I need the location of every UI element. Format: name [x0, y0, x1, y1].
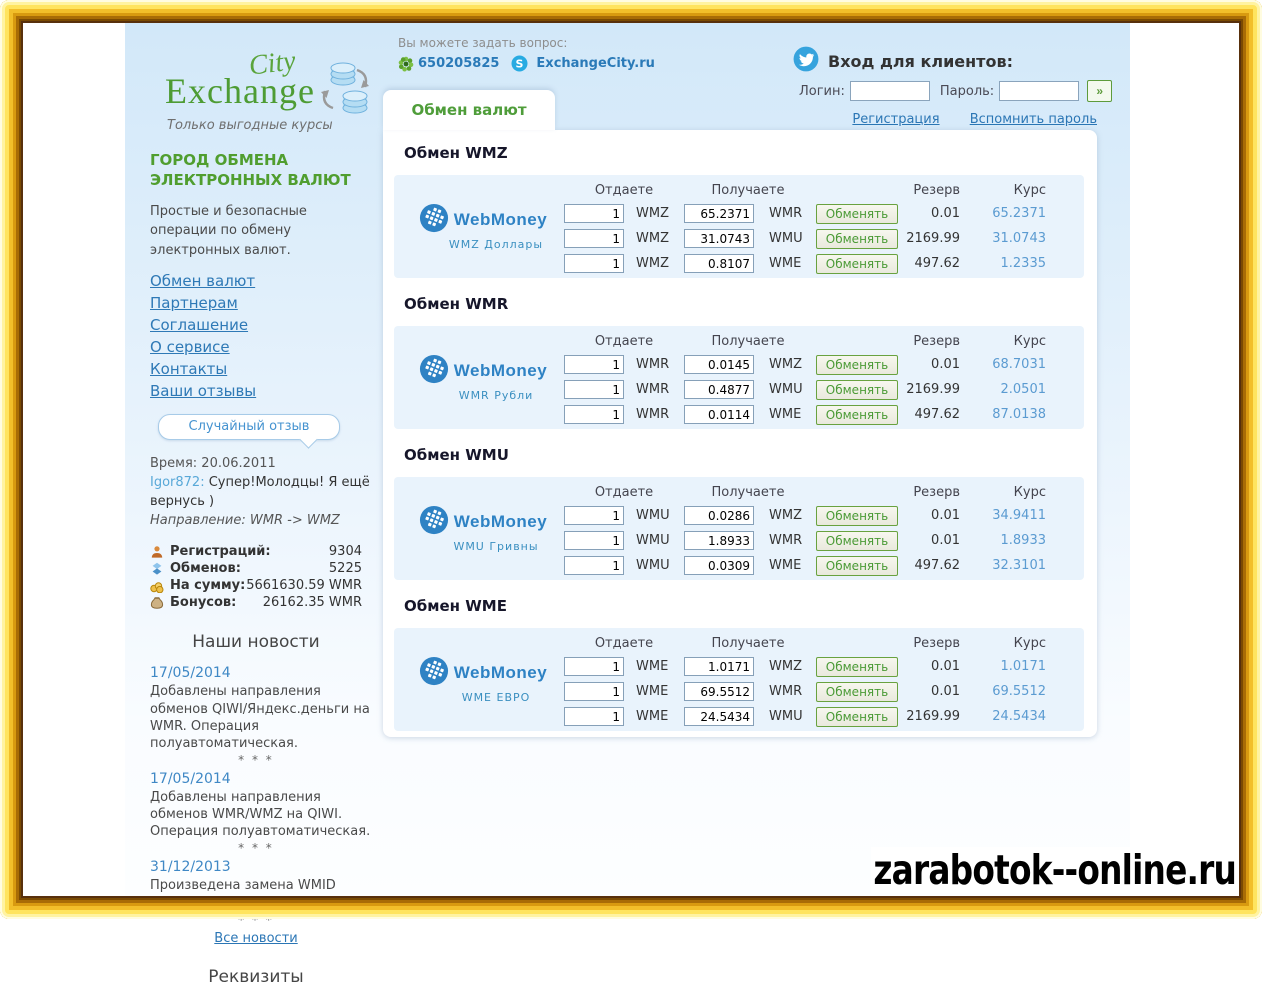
give-amount-input[interactable] [564, 531, 624, 550]
exchange-button[interactable]: Обменять [816, 682, 898, 702]
webmoney-subtitle: WMR Рубли [458, 388, 534, 402]
table-row [564, 226, 1076, 251]
get-currency-label: WMU [769, 709, 803, 724]
page-canvas [125, 22, 1130, 987]
coin-stacks-icon [317, 60, 373, 124]
exchange-table [394, 326, 1084, 429]
logo-exchange-text: Exchange [165, 71, 315, 111]
reserve-value: 497.62 [914, 256, 960, 271]
give-currency-label: WMU [636, 558, 670, 573]
exchange-section [394, 144, 1097, 278]
section-title: Обмен WMZ [404, 144, 508, 162]
rate-value: 65.2371 [992, 206, 1046, 221]
rate-value: 1.2335 [1000, 256, 1046, 271]
column-header-rate: Курс [1013, 182, 1046, 198]
rate-value: 34.9411 [992, 508, 1046, 523]
section-title: Обмен WME [404, 597, 507, 615]
sidebar-title: ГОРОД ОБМЕНА ЭЛЕКТРОННЫХ ВАЛЮТ [150, 151, 351, 190]
column-header-get: Получаете [711, 635, 785, 651]
give-amount-input[interactable] [564, 380, 624, 399]
news-text: Произведена замена WMID сервиса. [150, 878, 336, 911]
news-title: Наши новости [192, 632, 320, 653]
table-row [564, 704, 1076, 729]
column-header-reserve: Резерв [913, 635, 960, 651]
get-currency-label: WMZ [769, 357, 802, 372]
rate-value: 87.0138 [992, 407, 1046, 422]
webmoney-logo [402, 326, 564, 429]
sidebar-nav-link[interactable]: Ваши отзывы [150, 382, 257, 400]
password-input[interactable] [999, 81, 1079, 101]
column-header-give: Отдаете [594, 182, 654, 198]
get-currency-label: WMR [769, 206, 803, 221]
exchange-button[interactable]: Обменять [816, 254, 898, 274]
sidebar-nav-link[interactable]: Обмен валют [150, 272, 256, 290]
exchange-table [394, 628, 1084, 731]
sidebar-nav-link[interactable]: Партнерам [150, 294, 238, 312]
sidebar-nav-link[interactable]: О сервисе [150, 338, 230, 356]
give-amount-input[interactable] [564, 254, 624, 273]
exchange-section [394, 295, 1097, 429]
exchange-section [394, 446, 1097, 580]
exchange-table [394, 175, 1084, 278]
webmoney-circle-icon [419, 354, 449, 388]
get-currency-label: WMU [769, 382, 803, 397]
news-text: Добавлены направления обменов QIWI/Яндекс.деньги на WMR. Операция полуавтоматическая. [150, 684, 370, 751]
rate-value: 24.5434 [992, 709, 1046, 724]
table-row [564, 251, 1076, 276]
give-amount-input[interactable] [564, 506, 624, 525]
give-amount-input[interactable] [564, 707, 624, 726]
table-row [564, 528, 1076, 553]
stats-block [150, 543, 362, 611]
webmoney-subtitle: WMZ Доллары [448, 237, 544, 251]
icq-number-link[interactable]: 650205825 [418, 56, 500, 71]
crystal-icon [150, 562, 167, 576]
column-header-reserve: Резерв [913, 182, 960, 198]
webmoney-circle-icon [419, 203, 449, 237]
get-currency-label: WMR [769, 684, 803, 699]
watermark: zarabotok--online.ru [871, 847, 1239, 893]
table-header [564, 632, 1076, 654]
logo-tagline: Только выгодные курсы [167, 118, 333, 133]
stat-row: Регистраций: 9304 [150, 543, 362, 560]
password-label: Пароль: [939, 83, 995, 99]
exchange-button[interactable]: Обменять [816, 506, 898, 526]
section-title: Обмен WMU [404, 446, 509, 464]
give-currency-label: WMU [636, 508, 670, 523]
exchange-button[interactable]: Обменять [816, 707, 898, 727]
webmoney-circle-icon [419, 656, 449, 690]
twitter-icon[interactable] [793, 46, 819, 76]
icq-flower-icon [398, 56, 414, 72]
rate-value: 68.7031 [992, 357, 1046, 372]
give-currency-label: WMZ [636, 206, 669, 221]
skype-name-link[interactable]: ExchangeCity.ru [536, 56, 655, 71]
table-header [564, 330, 1076, 352]
reserve-value: 0.01 [931, 508, 960, 523]
login-input[interactable] [850, 81, 930, 101]
give-amount-input[interactable] [564, 556, 624, 575]
person-icon [150, 545, 167, 559]
news-item [150, 859, 372, 926]
column-header-reserve: Резерв [913, 333, 960, 349]
news-separator: * * * [238, 841, 274, 856]
exchange-button[interactable]: Обменять [816, 380, 898, 400]
reserve-value: 0.01 [931, 357, 960, 372]
give-currency-label: WMZ [636, 256, 669, 271]
table-row [564, 352, 1076, 377]
rate-value: 69.5512 [992, 684, 1046, 699]
exchange-button[interactable]: Обменять [816, 229, 898, 249]
register-link[interactable]: Регистрация [852, 112, 940, 127]
table-row [564, 553, 1076, 578]
get-currency-label: WME [769, 558, 802, 573]
random-review-bubble: Случайный отзыв [158, 414, 340, 440]
requisites-title: Реквизиты [208, 966, 304, 987]
table-header [564, 179, 1076, 201]
reserve-value: 497.62 [914, 558, 960, 573]
give-amount-input[interactable] [564, 682, 624, 701]
moneybag-icon [150, 596, 167, 610]
table-row [564, 654, 1076, 679]
svg-text:S: S [515, 57, 524, 71]
give-currency-label: WME [636, 709, 669, 724]
get-currency-label: WMU [769, 231, 803, 246]
give-amount-input[interactable] [564, 355, 624, 374]
column-header-rate: Курс [1013, 635, 1046, 651]
contact-block [398, 36, 655, 72]
table-row [564, 377, 1076, 402]
column-header-give: Отдаете [594, 484, 654, 500]
login-label: Логин: [799, 83, 845, 99]
news-separator: * * * [238, 912, 274, 927]
get-amount-input[interactable] [684, 506, 754, 525]
get-amount-input[interactable] [684, 380, 754, 399]
give-currency-label: WMZ [636, 231, 669, 246]
login-title: Вход для клиентов: [828, 51, 1013, 71]
news-date: 17/05/2014 [150, 665, 231, 682]
review-time: Время: 20.06.2011 [150, 456, 276, 471]
stat-row: Бонусов: 26162.35 WMR [150, 594, 362, 611]
exchange-button[interactable]: Обменять [816, 204, 898, 224]
news-list [150, 665, 372, 926]
section-title: Обмен WMR [404, 295, 509, 313]
column-header-get: Получаете [711, 484, 785, 500]
give-currency-label: WMU [636, 533, 670, 548]
get-currency-label: WMZ [769, 508, 802, 523]
get-amount-input[interactable] [684, 657, 754, 676]
column-header-give: Отдаете [594, 333, 654, 349]
webmoney-name: WebMoney [453, 360, 548, 380]
login-submit-button[interactable]: » [1087, 80, 1112, 102]
table-row [564, 679, 1076, 704]
stat-row: Обменов: 5225 [150, 560, 362, 577]
reserve-value: 0.01 [931, 533, 960, 548]
main-panel [383, 130, 1097, 737]
give-amount-input[interactable] [564, 657, 624, 676]
webmoney-subtitle: WMU Гривны [453, 539, 539, 553]
all-news-link[interactable]: Все новости [214, 930, 298, 946]
column-header-rate: Курс [1013, 484, 1046, 500]
get-currency-label: WMZ [769, 659, 802, 674]
review-block [150, 455, 372, 530]
sidebar-nav [150, 273, 372, 399]
exchange-sections [383, 130, 1097, 731]
news-item [150, 665, 372, 767]
review-text: Супер!Молодцы! Я ещё вернусь ) [150, 474, 370, 509]
news-date: 17/05/2014 [150, 771, 231, 787]
sidebar-nav-link[interactable]: Соглашение [150, 316, 249, 334]
table-row [564, 503, 1076, 528]
webmoney-subtitle: WME ЕВРО [461, 690, 531, 704]
webmoney-circle-icon [419, 505, 449, 539]
column-header-give: Отдаете [594, 635, 654, 651]
get-amount-input[interactable] [684, 229, 754, 248]
column-header-get: Получаете [711, 333, 785, 349]
question-label: Вы можете задать вопрос: [398, 36, 568, 50]
news-text: Добавлены направления обменов WMR/WMZ на QIWI. Операция полуавтоматическая. [150, 790, 371, 840]
exchange-table [394, 477, 1084, 580]
review-direction: Направление: WMR -> WMZ [150, 512, 340, 528]
reserve-value: 2169.99 [906, 709, 960, 724]
give-amount-input[interactable] [564, 229, 624, 248]
column-header-rate: Курс [1013, 333, 1046, 349]
rate-value: 1.0171 [1000, 659, 1046, 674]
get-amount-input[interactable] [684, 355, 754, 374]
review-author: Igor872: [150, 474, 205, 490]
exchange-button[interactable]: Обменять [816, 405, 898, 425]
give-amount-input[interactable] [564, 204, 624, 223]
reserve-value: 0.01 [931, 659, 960, 674]
news-date: 31/12/2013 [150, 859, 231, 876]
get-amount-input[interactable] [684, 405, 754, 424]
news-item [150, 771, 372, 855]
table-header [564, 481, 1076, 503]
exchange-button[interactable]: Обменять [816, 657, 898, 677]
exchange-section [394, 597, 1097, 731]
webmoney-logo [402, 175, 564, 278]
give-amount-input[interactable] [564, 405, 624, 424]
sidebar [150, 150, 372, 987]
stat-row: На сумму: 5661630.59 WMR [150, 577, 362, 594]
news-separator: * * * [238, 753, 274, 767]
reserve-value: 2169.99 [906, 382, 960, 397]
reserve-value: 0.01 [931, 684, 960, 699]
give-currency-label: WME [636, 684, 669, 699]
webmoney-logo [402, 628, 564, 731]
reserve-value: 0.01 [931, 206, 960, 221]
column-header-get: Получаете [711, 182, 785, 198]
rate-value: 1.8933 [1000, 533, 1046, 548]
exchange-button[interactable]: Обменять [816, 355, 898, 375]
logo-city-text: City [247, 45, 298, 82]
webmoney-name: WebMoney [453, 511, 548, 531]
give-currency-label: WMR [636, 382, 670, 397]
get-amount-input[interactable] [684, 531, 754, 550]
get-currency-label: WME [769, 407, 802, 422]
get-amount-input[interactable] [684, 707, 754, 726]
get-amount-input[interactable] [684, 204, 754, 223]
sidebar-description: Простые и безопасные операции по обмену электронных валют. [150, 203, 307, 258]
webmoney-name: WebMoney [453, 662, 548, 682]
give-currency-label: WMR [636, 357, 670, 372]
login-block [793, 32, 1107, 137]
reserve-value: 497.62 [914, 407, 960, 422]
skype-icon [511, 55, 528, 72]
reserve-value: 2169.99 [906, 231, 960, 246]
remember-password-link[interactable]: Вспомнить пароль [969, 112, 1097, 127]
rate-value: 32.3101 [992, 558, 1046, 573]
column-header-reserve: Резерв [913, 484, 960, 500]
coins-icon [150, 579, 167, 593]
exchange-button[interactable]: Обменять [816, 556, 898, 576]
rate-value: 31.0743 [992, 231, 1046, 246]
exchange-button[interactable]: Обменять [816, 531, 898, 551]
table-row [564, 402, 1076, 427]
get-amount-input[interactable] [684, 556, 754, 575]
get-currency-label: WMR [769, 533, 803, 548]
webmoney-logo [402, 477, 564, 580]
give-currency-label: WME [636, 659, 669, 674]
get-currency-label: WME [769, 256, 802, 271]
site-logo [165, 45, 395, 142]
give-currency-label: WMR [636, 407, 670, 422]
get-amount-input[interactable] [684, 682, 754, 701]
get-amount-input[interactable] [684, 254, 754, 273]
rate-value: 2.0501 [1000, 382, 1046, 397]
tab-exchange[interactable]: Обмен валют [383, 90, 555, 130]
table-row [564, 201, 1076, 226]
webmoney-name: WebMoney [453, 209, 548, 229]
sidebar-nav-link[interactable]: Контакты [150, 360, 228, 378]
